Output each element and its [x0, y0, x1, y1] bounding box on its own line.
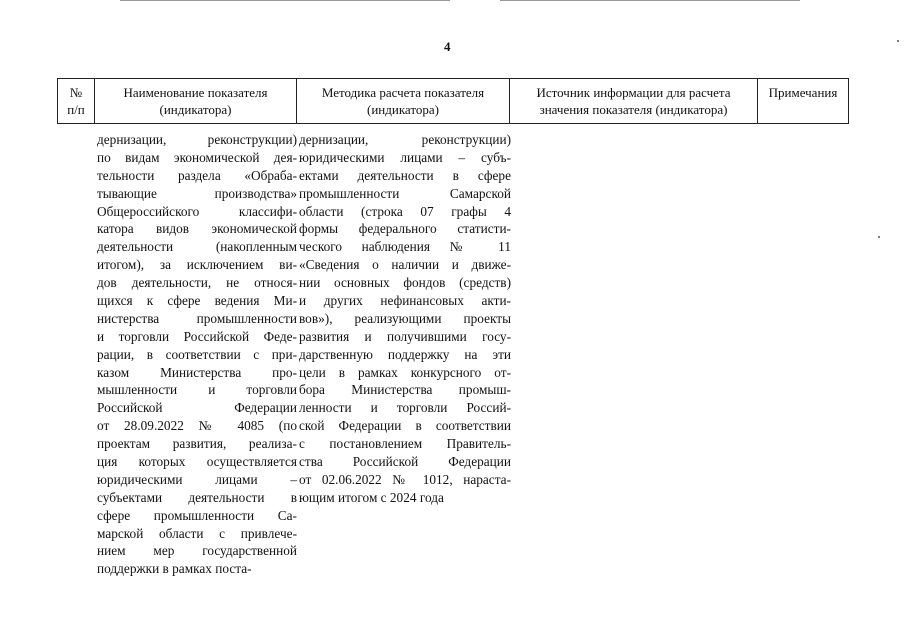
- text-line: дарственную поддержку на эти: [299, 346, 511, 362]
- text-line: Российской Федерации: [97, 400, 297, 416]
- text-line: нистерства промышленности: [97, 310, 297, 326]
- text-line: юридическими лицами – субъ-: [299, 149, 511, 165]
- text-line: казом Министерства про-: [97, 364, 297, 380]
- text-line: «Сведения о наличии и движе-: [299, 257, 511, 273]
- text-line: цели в рамках конкурсного от-: [299, 364, 511, 380]
- text-line: деятельности (накопленным: [97, 239, 297, 255]
- indicator-name-text: [97, 131, 297, 578]
- text-line: дов деятельности, не относя-: [97, 275, 297, 291]
- text-line: от 02.06.2022 № 1012, нараста-: [299, 471, 511, 487]
- text-line: тывающие производства»: [97, 185, 297, 201]
- text-line: ства Российской Федерации: [299, 454, 511, 470]
- scan-speck: [878, 236, 880, 238]
- text-line: дернизации, реконструкции): [299, 132, 511, 147]
- text-line: юридическими лицами –: [97, 471, 297, 487]
- page-number: 4: [444, 39, 451, 54]
- text-line: катора видов экономической: [97, 221, 297, 237]
- text-line: и других нефинансовых акти-: [299, 293, 511, 309]
- header-methodology: Методика расчета показателя (индикатора): [297, 79, 510, 123]
- text-line: ленности и торговли Россий-: [299, 400, 511, 416]
- text-line: развития и получившими госу-: [299, 328, 511, 344]
- text-line: проектам развития, реализа-: [97, 436, 297, 452]
- text-line: с постановлением Правитель-: [299, 436, 511, 452]
- text-line: ция которых осуществляется: [97, 454, 297, 470]
- header-number: № п/п: [58, 79, 95, 123]
- text-line: ческого наблюдения № 11: [299, 239, 511, 255]
- methodology-text: [299, 131, 511, 507]
- text-line: промышленности Самарской: [299, 185, 511, 201]
- text-line: формы федерального статисти-: [299, 221, 511, 237]
- text-line: бора Министерства промыш-: [299, 382, 511, 398]
- text-line: от 28.09.2022 № 4085 (по: [97, 418, 297, 434]
- text-line: итогом), за исключением ви-: [97, 257, 297, 273]
- text-line: субъектами деятельности в: [97, 489, 297, 505]
- text-line: щихся к сфере ведения Ми-: [97, 293, 297, 309]
- text-line: марской области с привлече-: [97, 525, 297, 541]
- text-line: нии основных фондов (средств): [299, 275, 511, 291]
- text-line: рации, в соответствии с при-: [97, 346, 297, 362]
- text-line: дернизации, реконструкции): [97, 132, 297, 147]
- text-line: области (строка 07 графы 4: [299, 203, 511, 219]
- text-line: тельности раздела «Обраба-: [97, 167, 297, 183]
- text-line: сфере промышленности Са-: [97, 507, 297, 523]
- text-line: вов»), реализующими проекты: [299, 310, 511, 326]
- header-indicator-name: Наименование показателя (индикатора): [95, 79, 297, 123]
- header-source: Источник информации для расчета значения показателя (индикатора): [510, 79, 758, 123]
- text-line: поддержки в рамках поста-: [97, 561, 252, 577]
- text-line: мышленности и торговли: [97, 382, 297, 398]
- text-line: Общероссийского классифи-: [97, 203, 297, 219]
- top-scan-rule-left: [120, 0, 450, 1]
- table-header-row: [57, 78, 849, 124]
- top-scan-rule-right: [500, 0, 800, 1]
- header-notes: Примечания: [768, 85, 838, 100]
- scan-speck: [897, 40, 899, 42]
- text-line: ектами деятельности в сфере: [299, 167, 511, 183]
- text-line: ской Федерации в соответствии: [299, 418, 511, 434]
- text-line: нием мер государственной: [97, 543, 297, 559]
- text-line: по видам экономической дея-: [97, 149, 297, 165]
- text-line: ющим итогом с 2024 года: [299, 489, 444, 505]
- text-line: и торговли Российской Феде-: [97, 328, 297, 344]
